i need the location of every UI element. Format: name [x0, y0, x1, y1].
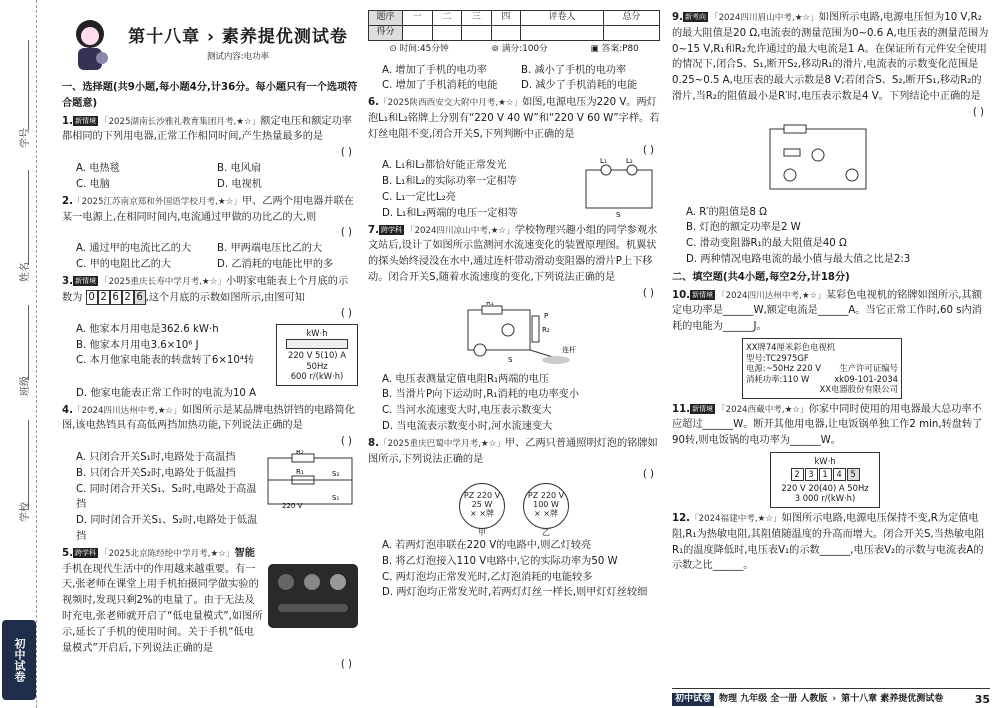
tv-nameplate: XX牌74厘米彩色电视机 型号:TC2975GF 电源:~50Hz 220 V 生产许可证编号 消耗功率:110 W xk09-101-2034 XX电器股份有限公司 [742, 338, 902, 399]
page-number: 35 [974, 693, 990, 706]
brand-logo: 初中试卷 [2, 620, 36, 700]
question-3: 3. 新情境 「2025重庆长寿中学月考,★☆」小明家电能表上个月底的示数为 0 2 6 2 6 ,这个月底的示数如图所示,由图可知 ( ) A. 他家本月用电是362.6 kW·h B. 他家本月用电3.6×10⁶ J C. 本月他家电能表的转盘转了6×10⁴转 kW·h 220 V 5(10) A 50Hz 600 r/(kW·h) D. 他家电能表正常工作时的电流为10 A [62, 274, 358, 402]
section-fill-title: 二、填空题(共4小题,每空2分,计18分) [672, 271, 850, 283]
svg-text:R₁: R₁ [296, 467, 304, 476]
score-table: 题序 一 二 三 四 评卷人 总分 得分 [368, 10, 660, 41]
full-mark-label: ⊚ 满分:100分 [491, 43, 548, 54]
bulb-label-jia: PZ 220 V 25 W × ×牌 甲 [459, 483, 505, 538]
question-6: 6.「2025陕西西安交大附中月考,★☆」如图,电源电压为220 V。两灯泡L₁和L₂铭牌上分别有“220 V 40 W”和“220 V 60 W”字样。若灯丝电阻不变,闭合开关S,下列判断中正确的是 ( ) A. L₁和L₂都恰好能正常发光 B. L₁和L₂的实际功率一定相等 C. L₁一定比L₂亮 D. L₁和L₂两端的电压一定相等 L₁ L₂ S [368, 97, 660, 219]
footer-chapter: 第十八章 素养提优测试卷 [841, 693, 944, 704]
footer-brand: 初中试卷 [672, 693, 714, 707]
svg-text:L₁: L₁ [600, 158, 607, 166]
mascot-icon [62, 14, 118, 74]
svg-text:P: P [544, 311, 549, 320]
question-11: 11. 新情境 「2024西藏中考,★☆」你家中同时使用的用电器最大总功率不应超过______W。断开其他用电器,让电饭锅单独工作2 min,转盘转了90转,则电饭锅的电功率为______W。 kW·h 2 3 1 4 5 220 V 20(40) A 50Hz 3 000 r/(kW·h) [672, 402, 990, 508]
section-choice-title: 一、选择题(共9小题,每小题4分,计36分。每小题只有一个选项符合题意) [62, 82, 358, 109]
question-9: 9. 新考向 「2024四川眉山中考,★☆」如图所示电路,电源电压恒为10 V,R₂的最大阻值是20 Ω,电流表的测量范围为0~0.6 A,电压表的测量范围为0~15 V,R₁和R₂允许通过的最大电流是1 A。在保证所有元件安全使用的情况下,闭合S、S₁,断开S₂,移动R₁的滑片,电流表的示数变化范围是0.25~0.5 A,电压表的最大示数是8 V;若闭合S、S₂,断开S₁,移动R₂的滑片,当R₂的阻值最小是R′时,电压表示数是4 V。下列结论中正确的是 ( ) A. R′的阻值是8 Ω B. 灯泡的额定功率是2 W C. 滑动变阻器R₁的最大阻值是40 Ω D. 两种情况电路电流的最小值与最大值之比是2:3 [672, 12, 989, 265]
binding-margin [0, 0, 52, 708]
svg-text:R₁: R₁ [486, 301, 494, 307]
question-8: 8.「2025重庆巴蜀中学月考,★☆」甲、乙两只普通照明灯泡的铭牌如图所示,下列说法正确的是 ( ) PZ 220 V 25 W × ×牌 甲 PZ 220 V 100 W × ×牌 乙 A. 若两灯泡串联在220 V的电路中,则乙灯较亮 B. 将乙灯泡接入110 V电路中,它的实际功率为50 W C. 两灯泡均正常发光时,乙灯泡消耗的电能较多 D. 两灯泡均正常发光时,若两灯灯丝一样长,则甲灯灯丝较细 [368, 437, 658, 599]
phone-screenshot [268, 564, 358, 628]
column-middle [368, 10, 660, 602]
svg-text:S: S [508, 355, 513, 364]
meter-digits-start: 0 2 6 2 6 [86, 290, 146, 305]
answer-page-label: ▣ 答案:P80 [590, 43, 639, 54]
paper-title: 素养提优测试卷 [221, 27, 348, 48]
svg-text:S₂: S₂ [332, 469, 340, 478]
question-7: 7. 跨学科 「2024四川凉山中考,★☆」学校物理兴趣小组的同学参观水文站后,设计了如图所示监测河水流速变化的装置原理图。机翼状的探头始终浸没在水中,通过连杆带动滑动变阻器的滑片P上下移动。闭合开关S,随着水流速度的变化,下列说法正确的是 ( ) R₁ R₂ P 连杆 S A. 电压表测量定值电阻R₁两端的电压 B. 当滑片P向下运动时,R₁消耗的电功率变小 C. 当河水流速变大时,电压表示数变大 D. 当电流表示数变小时,河水流速变大 [368, 223, 660, 435]
question-4: 4.「2024四川达州中考,★☆」如图所示是某品牌电热饼铛的电路简化图,该电热铛具有高低两挡加热功能,下列说法正确的是 ( ) A. 只闭合开关S₁时,电路处于高温挡 B. 只闭合开关S₂时,电路处于低温挡 C. 同时闭合开关S₁、S₂时,电路处于高温挡 D. 同时闭合开关S₁、S₂时,电路处于低温挡 R₂ R₁ S₂ S₁ 220 V [62, 403, 358, 545]
circuit-diagram-4 [262, 450, 358, 512]
column-left: 第十八章 › 素养提优测试卷 测试内容:电功率 一、选择题(共9小题,每小题4分,计36分。每小题只有一个选项符合题意) 1. 新情境 「2025湖南长沙雅礼教育集团月考,★☆」额定电压和额定功率都相同的下列用电器,正常工作相同时间,产生热量最多的是 ( ) A. 电热毯 B. 电风扇 C. 电脑 D. 电视机 2.「2025江苏南京郑和外国语学校月考,★☆」甲、乙两个用电器并联在某一电源上,在相同时间内,电流通过甲做的功比乙的大,则 ( ) A. 通过甲的电流比乙的大 B. 甲两端电压比乙的大 C. 甲的电阻比乙的大 D. 乙消耗的电能比甲的多 3. 新情境 「2025重庆长寿中学月考,★☆」小明家电能表上个月底的示数为 0 2 6 2 6 ,这个月底的示数如图所示,由图可知 ( ) A. 他家本月用电是362.6 kW·h B. 他家本月用电3.6×10⁶ J C. 本月他家电能表的转盘转了6×10⁴转 kW·h 220 V 5(10) A 50Hz 600 r/(kW·h) D. 他家电能表正常工作时的电流为10 A 4.「2024四川达州中考,★☆」如图所示是某品牌电热饼铛的电路简化图,该电热铛具有高低两挡加热功能,下列说法正确的是 ( ) A. 只闭合开关S₁时,电路处于高温挡 B. 只闭合开关S₂时,电路处于低温挡 C. 同时闭合开关S₁、S₂时,电路处于高温挡 D. 同时闭合开关S₁、S₂时,电路处于低温挡 R₂ R₁ S₂ S₁ 220 V 5. 跨学科 「2025北京陈经纶中学月考,★☆」智能 手机在现代生活中的作用越来越重要。有一天,张老师在课堂上用手机拍摄同学做实验的视频时,发现只剩2%的电量了。由于无法及时充电,张老师就开启了“低电量模式”,如图所示,延长了手机的使用时间。关于手机“低电量模式”开启后,下列说法正确的是 ( ) [62, 10, 358, 673]
question-1: 1. 新情境 「2025湖南长沙雅礼教育集团月考,★☆」额定电压和额定功率都相同的下列用电器,正常工作相同时间,产生热量最多的是 ( ) A. 电热毯 B. 电风扇 C. 电脑 D. 电视机 [62, 115, 352, 190]
svg-text:R₂: R₂ [542, 325, 550, 334]
question-5: 5. 跨学科 「2025北京陈经纶中学月考,★☆」智能 手机在现代生活中的作用越来越重要。有一天,张老师在课堂上用手机拍摄同学做实验的视频时,发现只剩2%的电量了。由于无法及时充电,张老师就开启了“低电量模式”,如图所示,延长了手机的使用时间。关于手机“低电量模式”开启后,下列说法正确的是 ( ) [62, 546, 358, 673]
svg-text:R₂: R₂ [296, 449, 304, 456]
question-10: 10. 新情境 「2024四川达州中考,★☆」某彩色电视机的铭牌如图所示,其额定电功率是______W,额定电流是______A。当它正常工作时,60 s内消耗的电能为______J。 XX牌74厘米彩色电视机 型号:TC2975GF 电源:~50Hz 220 V 生产许可证编号 消耗功率:110 W xk09-101-2034 XX电器股份有限公司 [672, 288, 990, 399]
circuit-diagram-6 [580, 158, 660, 218]
svg-text:220 V: 220 V [282, 501, 303, 510]
question-2: 2.「2025江苏南京郑和外国语学校月考,★☆」甲、乙两个用电器并联在某一电源上,在相同时间内,电流通过甲做的功比乙的大,则 ( ) A. 通过甲的电流比乙的大 B. 甲两端电压比乙的大 C. 甲的电阻比乙的大 D. 乙消耗的电能比甲的多 [62, 195, 354, 270]
margin-school-label: 学校 [20, 502, 31, 522]
question-12: 12.「2024福建中考,★☆」如图所示电路,电源电压保持不变,R为定值电阻,R₁为热敏电阻,其阻值随温度的升高而增大。闭合开关S,当热敏电阻R₁的温度降低时,电压表V₁的示数______,电压表V₂的示数与电流表A的示数之比______。 [672, 512, 985, 572]
svg-text:L₂: L₂ [626, 158, 633, 166]
column-right [672, 10, 990, 575]
page-footer: 初中试卷 物理 九年级 全一册 人教版 › 第十八章 素养提优测试卷 35 [672, 688, 990, 708]
chapter-label: 第十八章 [128, 27, 201, 48]
svg-text:连杆: 连杆 [562, 345, 576, 354]
circuit-diagram-7 [368, 302, 660, 366]
margin-name-label: 姓名 [20, 262, 31, 282]
time-label: ⊙ 时间:45分钟 [389, 43, 449, 54]
bulb-label-yi: PZ 220 V 100 W × ×牌 乙 [523, 483, 569, 538]
margin-class-label: 班级 [20, 376, 31, 396]
svg-text:S: S [616, 211, 621, 219]
footer-subject: 物理 九年级 全一册 人教版 [719, 693, 828, 704]
meter-figure-11: kW·h 2 3 1 4 5 220 V 20(40) A 50Hz 3 000 r/(kW·h) [770, 452, 880, 508]
question-5-options: A. 增加了手机的电功率 B. 减小了手机的电功率 C. 增加了手机消耗的电能 D. 减少了手机消耗的电能 [382, 64, 638, 92]
content-label: 测试内容:电功率 [206, 51, 270, 62]
meter-figure: kW·h 220 V 5(10) A 50Hz 600 r/(kW·h) [276, 324, 358, 386]
circuit-diagram-9 [672, 121, 990, 199]
svg-text:S₁: S₁ [332, 493, 340, 502]
margin-id-label: 学号 [20, 128, 31, 148]
